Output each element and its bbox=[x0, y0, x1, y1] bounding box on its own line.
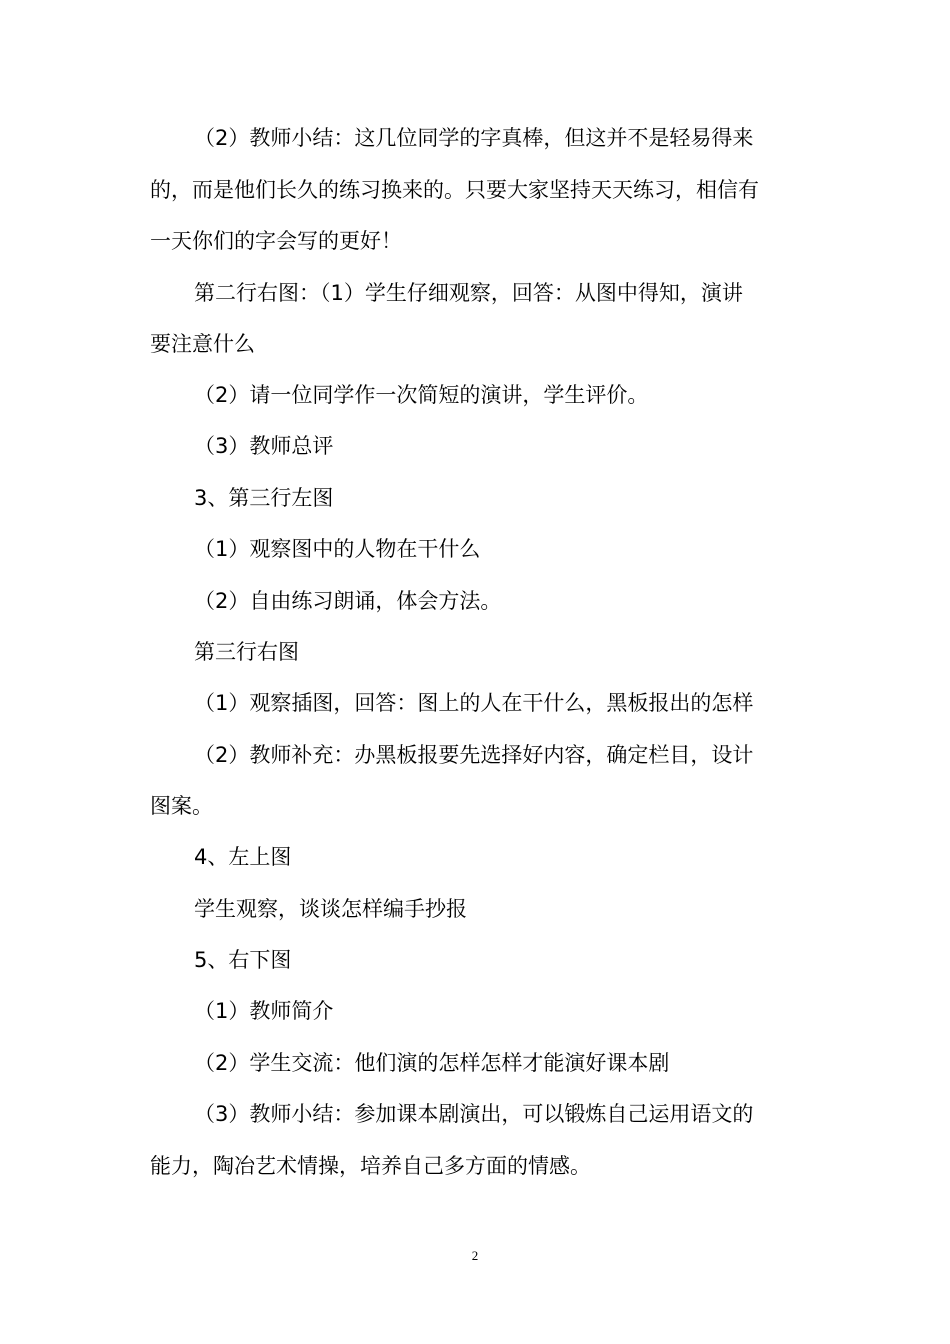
paragraph-line: 图案。 bbox=[150, 794, 213, 818]
paragraph-line: 要注意什么 bbox=[150, 332, 255, 356]
paragraph-line: （2）学生交流：他们演的怎样怎样才能演好课本剧 bbox=[194, 1051, 670, 1075]
paragraph-line: 一天你们的字会写的更好！ bbox=[150, 229, 402, 253]
paragraph-line: （2）教师补充：办黑板报要先选择好内容，确定栏目，设计 bbox=[194, 743, 754, 767]
page-number: 2 bbox=[471, 1248, 479, 1263]
paragraph-line: （2）请一位同学作一次简短的演讲，学生评价。 bbox=[194, 383, 649, 407]
paragraph-line: （3）教师小结：参加课本剧演出，可以锻炼自己运用语文的 bbox=[194, 1102, 754, 1126]
paragraph-line: （1）教师简介 bbox=[194, 999, 334, 1023]
section-heading: 第三行右图 bbox=[194, 640, 299, 664]
paragraph-line: （1）观察图中的人物在干什么 bbox=[194, 537, 481, 561]
paragraph-line: 能力，陶冶艺术情操，培养自己多方面的情感。 bbox=[150, 1154, 591, 1178]
paragraph-line: （3）教师总评 bbox=[194, 434, 334, 458]
section-heading: 3、第三行左图 bbox=[194, 486, 334, 510]
section-heading: 4、左上图 bbox=[194, 845, 292, 869]
paragraph-line: 的，而是他们长久的练习换来的。只要大家坚持天天练习，相信有 bbox=[150, 178, 759, 202]
paragraph-line: （2）教师小结：这几位同学的字真棒，但这并不是轻易得来 bbox=[194, 126, 754, 150]
paragraph-line: 学生观察，谈谈怎样编手抄报 bbox=[194, 897, 467, 921]
paragraph-line: （2）自由练习朗诵，体会方法。 bbox=[194, 589, 502, 613]
paragraph-line: 第二行右图：（1）学生仔细观察，回答：从图中得知，演讲 bbox=[194, 281, 743, 305]
section-heading: 5、右下图 bbox=[194, 948, 292, 972]
paragraph-line: （1）观察插图，回答：图上的人在干什么，黑板报出的怎样 bbox=[194, 691, 754, 715]
